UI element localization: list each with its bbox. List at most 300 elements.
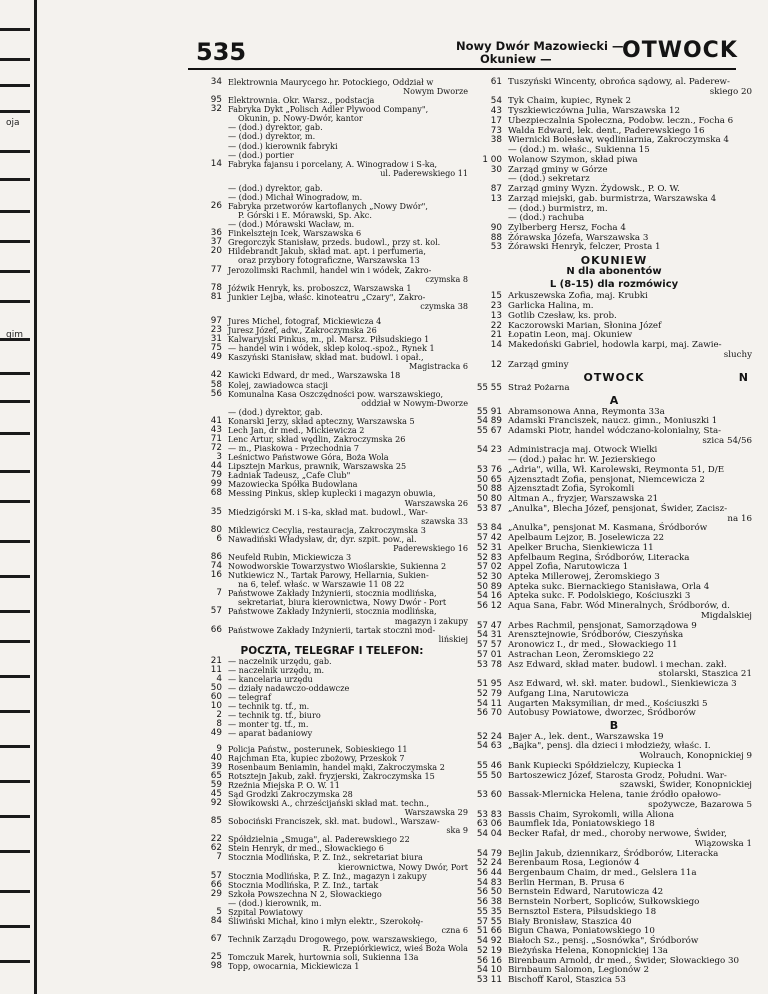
phone-number: 11: [210, 664, 222, 675]
entry-line: Ajzensztadt Zofia, Syrokomli: [508, 484, 635, 495]
entry-line: Fabryka przetworów kartoflanych „Nowy Dwór",: [228, 201, 428, 212]
phone-number: 55 55: [476, 383, 502, 394]
phone-number: 57: [210, 606, 222, 617]
binding-tab-mark: [0, 575, 30, 578]
entry-line: Fabryka Dykt „Polisch Adler Plywood Company",: [228, 104, 429, 115]
alphabet-letter: B: [609, 719, 619, 732]
entry-line: — telegraf: [228, 692, 271, 703]
phone-number: 37: [210, 237, 222, 248]
phone-number: 7: [216, 852, 222, 863]
binding-tab-mark: [0, 815, 30, 818]
entry-text: [228, 799, 468, 817]
entry-text: [228, 935, 468, 953]
entry-continuation: stolarski, Staszica 21: [658, 669, 752, 680]
entry-text: [228, 571, 468, 589]
directory-entry: [476, 709, 752, 719]
entry-line: Neufeld Rubin, Mickiewicza 3: [228, 551, 352, 562]
entry-line: Kawicki Edward, dr med., Warszawska 18: [228, 370, 401, 381]
place-heading-row: [476, 373, 752, 383]
entry-line: Stein Henryk, dr med., Słowackiego 6: [228, 843, 384, 854]
entry-line: Juresz Józef, adw., Zakroczymska 26: [228, 325, 377, 336]
directory-entry: [196, 202, 468, 220]
entry-line: Konarski Jerzy, skład apteczny, Warszawska 5: [228, 415, 415, 426]
directory-entry: [196, 160, 468, 178]
phone-number: 67: [210, 934, 222, 945]
phone-number: 49: [210, 728, 222, 739]
entry-continuation: Nowym Dworze: [403, 86, 468, 97]
entry-text: [228, 853, 468, 871]
entry-line: Bergenbaum Chaim, dr med., Gelslera 11a: [508, 868, 697, 879]
entry-line: Mazowiecka Spółka Budowlana: [228, 479, 358, 490]
binding-tab-mark: [0, 178, 30, 181]
entry-line: Apteka Millerowej, Żeromskiego 3: [508, 571, 660, 582]
phone-number: 8: [216, 719, 222, 730]
phone-number: 1 00: [482, 154, 502, 165]
entry-text: [508, 742, 752, 761]
phone-number: 56 44: [476, 868, 502, 879]
phone-number: 59: [210, 779, 222, 790]
exchange-mark: N: [738, 371, 748, 385]
binding-tab-mark: [0, 210, 30, 213]
entry-line: — (dod.) sekretarz: [508, 174, 590, 185]
phone-number: 49: [210, 352, 222, 363]
entry-line: Bassis Chaim, Syrokomli, willa Aliona: [508, 809, 675, 820]
phone-number: 51 66: [476, 926, 502, 937]
entry-continuation: Warszawska 29: [404, 807, 468, 818]
phone-number: 74: [210, 561, 222, 572]
entry-line: — aparat badaniowy: [228, 728, 313, 739]
entry-continuation: spożywcze, Bazarowa 5: [648, 799, 752, 810]
phone-number: 30: [490, 164, 502, 175]
phone-number: [196, 142, 228, 151]
binding-tab-mark: [0, 540, 30, 543]
phone-number: 85: [210, 816, 222, 827]
phone-number: 80: [210, 524, 222, 535]
entry-line: Arkuszewska Zofia, maj. Krubki: [508, 291, 648, 302]
binding-tab-mark: [0, 890, 30, 893]
entry-line: Sąd Grodzki Zakroczymska 28: [228, 788, 353, 799]
entry-text: [228, 390, 468, 408]
binding-tab-mark: [0, 710, 30, 713]
phone-number: 72: [210, 443, 222, 454]
entry-line: Miklewicz Cecylia, restauracja, Zakroczymska 3: [228, 524, 426, 535]
entry-line: Nutkiewicz N., Tartak Parowy, Hellarnia, Sukien-: [228, 570, 429, 581]
entry-line: Technik Zarządu Drogowego, pow. warszawskiego,: [228, 934, 438, 945]
entry-line: — m., Piaskowa - Przechodnia 7: [228, 443, 360, 454]
phone-number: 57 01: [476, 649, 502, 660]
section-subheading: N dla abonentów: [566, 265, 662, 277]
phone-number: 32: [210, 104, 222, 115]
entry-line: Zarząd miejski, gab. burmistrza, Warszawska 4: [508, 193, 717, 204]
entry-line: Nawadiński Władysław, dr, dyr. szpit. pow., al.: [228, 533, 417, 544]
entry-line: Zarząd gminy: [508, 359, 569, 370]
entry-line: Bigun Chawa, Poniatowskiego 10: [508, 926, 655, 937]
entry-text: [228, 293, 468, 311]
entry-continuation: szawski, Świder, Konopnickiej: [619, 780, 752, 791]
phone-number: 5: [216, 906, 222, 917]
place-heading: OTWOCK: [583, 371, 645, 385]
phone-number: 36: [210, 228, 222, 239]
entry-line: Sobociński Franciszek, skł. mat. budowl., Warszaw-: [228, 816, 440, 827]
phone-number: 52 19: [476, 945, 502, 956]
entry-line: Bassak-Mlernicka Helena, tanie źródło opałowo-: [508, 790, 721, 801]
phone-number: 10: [210, 701, 222, 712]
entry-line: — technik tg. tf., biuro: [228, 710, 321, 721]
entry-line: Słowikowski A., chrześcijański skład mat. techn.,: [228, 798, 430, 809]
entry-line: Tyszkiewiczówna Julia, Warszawska 12: [508, 106, 680, 117]
phone-number: 52 83: [476, 552, 502, 563]
phone-number: 53 11: [476, 975, 502, 986]
entry-line: Adamski Piotr, handel wódczano-kolonialny, Sta-: [508, 425, 722, 436]
entry-line: Apfelbaum Regina, Śródborów, Literacka: [508, 552, 690, 563]
entry-line: Junkier Lejba, właśc. kinoteatru „Czary", Zakro-: [228, 291, 426, 302]
phone-number: 34: [210, 77, 222, 87]
entry-line: Finkelsztejn Icek, Warszawska 6: [228, 228, 362, 239]
phone-number: 63 06: [476, 819, 502, 830]
entry-line: Szkoła Powszechna N 2, Słowackiego: [228, 888, 382, 899]
entry-text: [228, 266, 468, 284]
entry-line: Administracja maj. Otwock Wielki: [508, 445, 658, 456]
binding-tab-mark: [0, 745, 30, 748]
phone-number: [196, 123, 228, 132]
section-subheading: L (8-15) dla rozmówicy: [549, 278, 679, 290]
phone-number: 12: [490, 359, 502, 370]
phone-number: 14: [210, 158, 222, 169]
phone-number: 54 92: [476, 936, 502, 947]
place-heading: OKUNIEW: [580, 254, 648, 268]
phone-number: 58: [210, 379, 222, 390]
phone-number: 57: [210, 870, 222, 881]
phone-number: 50 88: [476, 484, 502, 495]
entry-continuation: magazyn i zakupy: [394, 615, 468, 626]
phone-number: 55 46: [476, 760, 502, 771]
phone-number: 56 70: [476, 708, 502, 719]
directory-entry: [476, 791, 752, 810]
directory-entry: [196, 917, 468, 935]
entry-line: Tomczuk Marek, hurtownia soli, Sukienna 13a: [228, 952, 419, 963]
entry-line: — naczelnik urzędu, gab.: [228, 655, 332, 666]
entry-line: Aufgang Lina, Narutowicza: [508, 688, 629, 699]
phone-number: 54 31: [476, 630, 502, 641]
entry-line: Asz Edward, skład mater. budowl. i mechan. zakł.: [508, 659, 727, 670]
entry-continuation: czymska 8: [425, 273, 468, 284]
entry-line: Bischoff Karol, Staszica 53: [508, 975, 626, 986]
entry-line: Straż Pożarna: [508, 383, 570, 394]
phone-number: 43: [210, 424, 222, 435]
entry-line: Zarząd gminy Wyzn. Żydowsk., P. O. W.: [508, 184, 680, 195]
entry-line: Bieżyńska Helena, Konopnickiej 13a: [508, 945, 668, 956]
entry-line: Baumflek Ida, Poniatowskiego 18: [508, 819, 655, 830]
binding-tab-mark: [0, 850, 30, 853]
entry-line: Aronowicz I., dr med., Słowackiego 11: [508, 640, 678, 651]
entry-line: Bernstein Edward, Narutowicza 42: [508, 887, 664, 898]
entry-line: Fabryka fajansu i porcelany, A. Winogradow i S-ka,: [228, 158, 438, 169]
header-places: [456, 40, 623, 66]
entry-line: Becker Rafał, dr med., choroby nerwowe, Świder,: [508, 829, 727, 840]
directory-entry: [476, 505, 752, 524]
phone-number: 62: [210, 843, 222, 854]
entry-continuation: sekretariat, biura kierownictwa, Nowy Dwór - Port: [238, 597, 447, 608]
phone-number: 57 55: [476, 916, 502, 927]
entry-line: Stocznia Modlińska, P. Z. Inż., magazyn i zakupy: [228, 870, 427, 881]
phone-number: 50: [210, 683, 222, 694]
phone-number: 35: [210, 506, 222, 517]
binding-tab-mark: [0, 110, 30, 113]
entry-text: [228, 962, 468, 971]
phone-number: 26: [210, 201, 222, 212]
phone-number: 20: [210, 246, 222, 257]
directory-entry: [196, 817, 468, 835]
entry-line: Łopatin Leon, maj. Okuniew: [508, 330, 633, 341]
phone-number: 2: [216, 710, 222, 721]
directory-entry: [196, 607, 468, 625]
entry-line: Kolej, zawiadowca stacji: [228, 379, 328, 390]
phone-number: 4: [216, 674, 222, 684]
entry-line: Makedoński Gabriel, hodowla karpi, maj. Zawie-: [508, 340, 722, 351]
entry-text: [228, 353, 468, 371]
entry-line: Apelbaum Lejzor, B. Joselewicza 22: [508, 533, 665, 544]
entry-continuation: szawska 33: [421, 515, 468, 526]
entry-line: „Bajka", pensj. dla dzieci i młodzieży, właśc. I.: [508, 741, 711, 752]
entry-line: — (dod.) dyrektor, m.: [228, 131, 316, 142]
entry-line: — handel win i wódek, sklep koloq.-spoż., Rynek 1: [228, 343, 435, 354]
directory-entry: [196, 508, 468, 526]
entry-text: [228, 607, 468, 625]
binding-tab-mark: [0, 240, 30, 243]
entry-text: [508, 78, 752, 97]
binding-tab-mark: [0, 610, 30, 613]
phone-number: 78: [210, 282, 222, 293]
directory-entry: [196, 935, 468, 953]
entry-continuation: Wiązowska 1: [694, 838, 752, 849]
phone-number: 44: [210, 461, 222, 472]
entry-line: — (dod.) m. właśc., Sukienna 15: [508, 145, 650, 156]
entry-line: Gotlib Czesław, ks. prob.: [508, 310, 617, 321]
entry-line: Berenbaum Rosa, Legionów 4: [508, 858, 640, 869]
phone-number: 54 89: [476, 416, 502, 427]
entry-line: Messing Pinkus, sklep kuplecki i magazyn obuwia,: [228, 488, 436, 499]
entry-line: — działy nadawczo-oddawcze: [228, 683, 350, 694]
entry-line: Birenbaum Arnold, dr med., Świder, Słowackiego 30: [508, 955, 740, 966]
phone-number: 56: [210, 388, 222, 399]
directory-entry: [196, 390, 468, 408]
phone-number: 86: [210, 551, 222, 562]
phone-number: 42: [210, 370, 222, 381]
entry-line: Bernstein Norbert, Sopliców, Sułkowskiego: [508, 897, 700, 908]
directory-entry: [476, 427, 752, 446]
entry-line: — (dod.) kierownik, m.: [228, 897, 322, 908]
phone-number: 61: [490, 77, 502, 87]
phone-number: 23: [210, 325, 222, 336]
entry-line: — (dod.) Michał Winogradow, m.: [228, 191, 363, 202]
entry-continuation: R. Przepiórkiewicz, wieś Boża Wola: [322, 943, 468, 954]
entry-line: Tuszyński Wincenty, obrońca sądowy, al. Paderew-: [508, 77, 730, 87]
entry-text: [228, 489, 468, 507]
phone-number: 25: [210, 952, 222, 963]
entry-text: [228, 729, 468, 738]
phone-number: 53: [490, 242, 502, 253]
directory-entry: [196, 729, 468, 738]
phone-number: 9: [216, 743, 222, 754]
phone-number: 55 67: [476, 425, 502, 436]
entry-continuation: oddział w Nowym-Dworze: [361, 397, 468, 408]
phone-number: 71: [210, 433, 222, 444]
entry-line: — (dod.) dyrektor, gab.: [228, 406, 323, 417]
entry-line: — (dod.) rachuba: [508, 213, 585, 224]
entry-text: [508, 243, 752, 253]
phone-number: 6: [216, 533, 222, 544]
entry-text: [508, 384, 752, 394]
header-rule: [188, 68, 736, 70]
phone-number: 73: [490, 125, 502, 136]
phone-number: 52 79: [476, 688, 502, 699]
phone-number: 99: [210, 479, 222, 490]
entry-continuation: skiego 20: [709, 86, 752, 97]
entry-line: Lenc Artur, skład wędlin, Zakroczymska 26: [228, 433, 406, 444]
phone-number: 29: [210, 888, 222, 899]
binding-tab-mark: [0, 58, 30, 61]
entry-line: Żórawski Henryk, felczer, Prosta 1: [508, 242, 661, 253]
phone-number: 13: [490, 310, 502, 321]
directory-entry: [196, 293, 468, 311]
entry-line: Astrachan Leon, Żeromskiego 22: [508, 649, 654, 660]
entry-line: Stocznia Modlińska, P. Z. Inż., tartak: [228, 879, 379, 890]
entry-line: Tyk Chaim, kupiec, Rynek 2: [508, 96, 632, 107]
phone-number: 54 16: [476, 591, 502, 602]
entry-line: Stocznia Modlińska, P. Z. Inż., sekretariat biura: [228, 852, 423, 863]
binding-label: oja: [6, 118, 20, 128]
phone-number: 66: [210, 879, 222, 890]
phone-number: 54 10: [476, 965, 502, 976]
phone-number: 55 91: [476, 406, 502, 417]
entry-line: Jures Michel, fotograf, Mickiewicza 4: [228, 315, 382, 326]
entry-line: Państwowe Zakłady Inżynierii, tartak stoczni mod-: [228, 624, 436, 635]
phone-number: 57 47: [476, 620, 502, 631]
binding-tab-mark: [0, 500, 30, 503]
entry-line: — (dod.) Mórawski Wacław, m.: [228, 219, 355, 230]
phone-number: 52 30: [476, 571, 502, 582]
phone-number: 16: [210, 570, 222, 581]
entry-line: Zarząd gminy w Górze: [508, 164, 608, 175]
directory-entry: [476, 361, 752, 371]
entry-line: Appel Zofia, Narutowicza 1: [508, 562, 629, 573]
entry-line: Państwowe Zakłady Inżynierii, stocznia modlińska,: [228, 606, 437, 617]
entry-line: Abramsonowa Anna, Reymonta 33a: [508, 406, 665, 417]
entry-line: Apelker Brucha, Sienkiewicza 11: [508, 542, 654, 553]
phone-number: 3: [216, 452, 222, 463]
directory-entry: [476, 976, 752, 986]
entry-line: Policja Państw., posterunek, Sobieskiego 11: [228, 743, 408, 754]
phone-number: 95: [210, 95, 222, 106]
entry-line: Lipsztejn Markus, prawnik, Warszawska 25: [228, 461, 407, 472]
entry-line: Arensztejnowie, Śródborów, Cieszyńska: [508, 630, 684, 641]
entry-line: Jerozolimski Rachmil, handel win i wódek, Zakro-: [228, 264, 432, 275]
entry-text: [228, 202, 468, 220]
page-number: 535: [196, 38, 247, 66]
entry-line: Asz Edward, wł. skł. mater. budowl., Sienkiewicza 3: [508, 679, 737, 690]
entry-line: Elektrownia Maurycego hr. Potockiego, Oddział w: [228, 77, 434, 87]
entry-line: Wolanow Szymon, skład piwa: [508, 154, 638, 165]
entry-continuation: Warszawska 26: [404, 497, 468, 508]
entry-line: „Anulka", pensjonat M. Kasmana, Śródborów: [508, 523, 708, 534]
entry-line: Rzeźnia Miejska P. O. W. 11: [228, 779, 340, 790]
entry-line: — (dod.) dyrektor, gab.: [228, 182, 323, 193]
binding-tab-mark: [0, 300, 30, 303]
entry-line: Augarten Maksymilian, dr med., Kościuszki 5: [508, 698, 708, 709]
entry-line: Rosenbaum Beniamin, handel mąki, Zakroczymska 2: [228, 761, 445, 772]
entry-line: Arbes Rachmil, pensjonat, Samorządowa 9: [508, 620, 697, 631]
phone-number: 23: [490, 301, 502, 312]
phone-number: 57 57: [476, 640, 502, 651]
entry-line: Białoch Sz., pensj. „Sosnówka", Śródborów: [508, 936, 699, 947]
phone-number: 7: [216, 588, 222, 599]
binding-tab-mark: [0, 432, 30, 435]
phone-number: 53 60: [476, 790, 502, 801]
binding-tab-mark: [0, 960, 30, 963]
phone-number: 60: [210, 692, 222, 703]
phone-number: 66: [210, 624, 222, 635]
binding-tab-mark: [0, 84, 30, 87]
phone-number: 53 87: [476, 503, 502, 514]
directory-entry: [196, 962, 468, 971]
entry-line: Biały Bronisław, Staszica 40: [508, 916, 632, 927]
entry-line: Aqua Sana, Fabr. Wód Mineralnych, Śródborów, d.: [508, 601, 730, 612]
entry-text: [508, 976, 752, 986]
entry-line: Ajzensztadt Zofia, pensjonat, Niemcewicza 2: [508, 474, 705, 485]
binding-tab-mark: [0, 925, 30, 928]
phone-number: 98: [210, 961, 222, 972]
phone-number: 56 50: [476, 887, 502, 898]
directory-entry: [476, 341, 752, 360]
entry-line: Rajchman Eta, kupiec zbożowy, Przeskok 7: [228, 752, 405, 763]
phone-number: 54 63: [476, 741, 502, 752]
phone-number: 21: [490, 330, 502, 341]
header-place-2: Okuniew —: [480, 52, 552, 66]
phone-number: 52 24: [476, 731, 502, 742]
entry-line: Bank Kupiecki Spółdzielczy, Kupiecka 1: [508, 760, 683, 771]
entry-line: — monter tg. tf., m.: [228, 719, 309, 730]
entry-line: Birnbaum Salomon, Legionów 2: [508, 965, 650, 976]
directory-entry: [476, 830, 752, 849]
phone-number: 52 24: [476, 858, 502, 869]
phone-number: [196, 184, 228, 193]
directory-entry: [476, 772, 752, 791]
entry-text: [508, 772, 752, 791]
entry-line: Kaczorowski Marian, Słonina Józef: [508, 320, 662, 331]
entry-text: [228, 105, 468, 123]
phone-number: 50 89: [476, 581, 502, 592]
entry-line: Altman A., fryzjer, Warszawska 21: [508, 494, 659, 505]
entry-continuation: sluchy: [723, 349, 752, 360]
phone-number: 88: [490, 232, 502, 243]
entry-line: Topp, owocarnia, Mickiewicza 1: [228, 961, 360, 972]
entry-line: Gregorczyk Stanisław, przeds. budowl., przy st. kol.: [228, 237, 441, 248]
phone-number: 56 12: [476, 601, 502, 612]
binding-tabs: [0, 0, 44, 994]
phone-number: 55 50: [476, 770, 502, 781]
entry-line: Śliwiński Michał, kino i młyn elektr., Szerokołę-: [228, 916, 424, 927]
entry-text: [228, 589, 468, 607]
phone-number: 50 80: [476, 494, 502, 505]
entry-line: Apteka sukc. F. Podolskiego, Kościuszki 3: [508, 591, 691, 602]
phone-number: 54 11: [476, 698, 502, 709]
entry-text: [508, 791, 752, 810]
directory-entry: [196, 626, 468, 644]
entry-text: [228, 78, 468, 96]
header-city: OTWOCK: [622, 38, 738, 63]
entry-text: [228, 508, 468, 526]
entry-line: „Adria", willa, Wł. Karolewski, Reymonta 51, D/E: [508, 464, 725, 475]
